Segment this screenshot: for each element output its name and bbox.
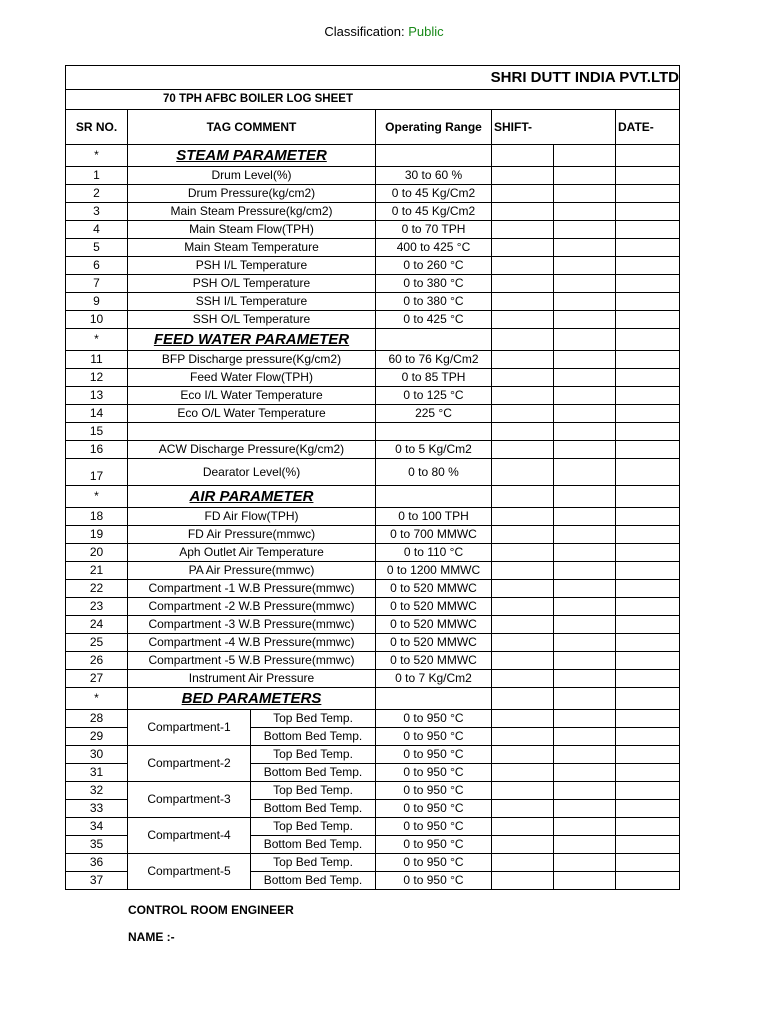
- range-cell: 0 to 1200 MMWC: [376, 562, 492, 580]
- entry-cell[interactable]: [616, 221, 680, 239]
- tag-cell: Instrument Air Pressure: [128, 670, 376, 688]
- entry-cell[interactable]: [492, 544, 554, 562]
- entry-cell[interactable]: [616, 203, 680, 221]
- range-cell: 0 to 85 TPH: [376, 369, 492, 387]
- entry-cell[interactable]: [492, 275, 554, 293]
- header-date: DATE-: [616, 110, 680, 145]
- range-cell: 0 to 950 °C: [376, 764, 492, 782]
- sr-cell: 10: [66, 311, 128, 329]
- entry-cell[interactable]: [492, 818, 554, 836]
- entry-cell[interactable]: [616, 652, 680, 670]
- entry-cell[interactable]: [554, 221, 616, 239]
- table-row: [66, 239, 680, 257]
- entry-cell[interactable]: [616, 459, 680, 486]
- entry-cell[interactable]: [492, 854, 554, 872]
- table-row: [66, 387, 680, 405]
- bed-tag-cell: Bottom Bed Temp.: [251, 764, 376, 782]
- tag-cell: Eco I/L Water Temperature: [128, 387, 376, 405]
- entry-cell[interactable]: [616, 423, 680, 441]
- range-cell: 0 to 950 °C: [376, 872, 492, 890]
- range-cell: 0 to 425 °C: [376, 311, 492, 329]
- range-cell: 0 to 380 °C: [376, 293, 492, 311]
- range-cell: 0 to 520 MMWC: [376, 598, 492, 616]
- entry-cell[interactable]: [554, 746, 616, 764]
- range-cell: 0 to 45 Kg/Cm2: [376, 185, 492, 203]
- table-row: [66, 508, 680, 526]
- entry-cell[interactable]: [616, 508, 680, 526]
- entry-cell[interactable]: [554, 800, 616, 818]
- sr-cell: 15: [66, 423, 128, 441]
- table-row: [66, 562, 680, 580]
- tag-cell: Drum Pressure(kg/cm2): [128, 185, 376, 203]
- entry-cell[interactable]: [554, 257, 616, 275]
- entry-cell[interactable]: [616, 257, 680, 275]
- table-row: [66, 854, 680, 872]
- section-row-air: [66, 486, 680, 508]
- table-row: [66, 598, 680, 616]
- entry-cell[interactable]: [616, 167, 680, 185]
- entry-cell[interactable]: [616, 239, 680, 257]
- range-cell: 60 to 76 Kg/Cm2: [376, 351, 492, 369]
- tag-cell: Main Steam Temperature: [128, 239, 376, 257]
- entry-cell[interactable]: [554, 872, 616, 890]
- entry-cell[interactable]: [554, 598, 616, 616]
- tag-cell: Compartment -3 W.B Pressure(mmwc): [128, 616, 376, 634]
- entry-cell[interactable]: [492, 526, 554, 544]
- entry-cell[interactable]: [616, 764, 680, 782]
- tag-cell: Compartment -5 W.B Pressure(mmwc): [128, 652, 376, 670]
- sheet-title: 70 TPH AFBC BOILER LOG SHEET: [66, 90, 680, 110]
- sr-cell: 28: [66, 710, 128, 728]
- table-row: [66, 257, 680, 275]
- entry-cell[interactable]: [492, 616, 554, 634]
- tag-cell: [128, 423, 376, 441]
- company-name: SHRI DUTT INDIA PVT.LTD: [66, 66, 680, 90]
- sr-cell: 1: [66, 167, 128, 185]
- bed-tag-cell: Bottom Bed Temp.: [251, 836, 376, 854]
- entry-cell[interactable]: [492, 728, 554, 746]
- entry-cell[interactable]: [554, 652, 616, 670]
- sr-cell: 36: [66, 854, 128, 872]
- entry-cell[interactable]: [554, 818, 616, 836]
- entry-cell[interactable]: [616, 369, 680, 387]
- table-row: [66, 544, 680, 562]
- entry-cell[interactable]: [492, 562, 554, 580]
- entry-cell[interactable]: [616, 818, 680, 836]
- sr-cell: 21: [66, 562, 128, 580]
- table-row: [66, 351, 680, 369]
- entry-cell[interactable]: [616, 275, 680, 293]
- table-row: [66, 275, 680, 293]
- entry-cell[interactable]: [492, 257, 554, 275]
- range-cell: 0 to 950 °C: [376, 782, 492, 800]
- entry-cell[interactable]: [492, 872, 554, 890]
- sr-cell: 20: [66, 544, 128, 562]
- sr-cell: 31: [66, 764, 128, 782]
- entry-cell[interactable]: [554, 634, 616, 652]
- tag-cell: FD Air Flow(TPH): [128, 508, 376, 526]
- range-cell: 0 to 520 MMWC: [376, 652, 492, 670]
- tag-cell: SSH O/L Temperature: [128, 311, 376, 329]
- range-cell: 0 to 7 Kg/Cm2: [376, 670, 492, 688]
- tag-cell: Main Steam Flow(TPH): [128, 221, 376, 239]
- table-row: [66, 818, 680, 836]
- header-range: Operating Range: [376, 110, 492, 145]
- bed-tag-cell: Bottom Bed Temp.: [251, 872, 376, 890]
- entry-cell[interactable]: [554, 526, 616, 544]
- bed-tag-cell: Top Bed Temp.: [251, 782, 376, 800]
- entry-cell[interactable]: [554, 782, 616, 800]
- tag-cell: PSH I/L Temperature: [128, 257, 376, 275]
- tag-cell: Eco O/L Water Temperature: [128, 405, 376, 423]
- entry-cell[interactable]: [554, 405, 616, 423]
- name-label: NAME :-: [128, 930, 175, 944]
- entry-cell[interactable]: [492, 423, 554, 441]
- sr-cell: 4: [66, 221, 128, 239]
- entry-cell[interactable]: [616, 526, 680, 544]
- entry-cell[interactable]: [554, 275, 616, 293]
- entry-cell[interactable]: [554, 764, 616, 782]
- entry-cell[interactable]: [492, 369, 554, 387]
- entry-cell[interactable]: [492, 441, 554, 459]
- tag-cell: PA Air Pressure(mmwc): [128, 562, 376, 580]
- classification-line: [0, 24, 768, 39]
- tag-cell: Dearator Level(%): [128, 459, 376, 486]
- tag-cell: FD Air Pressure(mmwc): [128, 526, 376, 544]
- bed-tag-cell: Top Bed Temp.: [251, 710, 376, 728]
- entry-cell[interactable]: [616, 836, 680, 854]
- tag-cell: Feed Water Flow(TPH): [128, 369, 376, 387]
- compartment-cell: Compartment-5: [128, 854, 251, 890]
- table-row: [66, 203, 680, 221]
- entry-cell[interactable]: [554, 710, 616, 728]
- header-tag: TAG COMMENT: [128, 110, 376, 145]
- range-cell: 225 °C: [376, 405, 492, 423]
- table-row: [66, 167, 680, 185]
- control-room-engineer-label: CONTROL ROOM ENGINEER: [128, 903, 294, 917]
- entry-cell[interactable]: [554, 351, 616, 369]
- entry-cell[interactable]: [492, 311, 554, 329]
- range-cell: 0 to 520 MMWC: [376, 634, 492, 652]
- tag-cell: Compartment -2 W.B Pressure(mmwc): [128, 598, 376, 616]
- table-row: [66, 526, 680, 544]
- sr-cell: 14: [66, 405, 128, 423]
- range-cell: 0 to 950 °C: [376, 818, 492, 836]
- section-title-air: AIR PARAMETER: [128, 486, 376, 508]
- entry-cell[interactable]: [616, 854, 680, 872]
- section-row-steam: [66, 145, 680, 167]
- table-row: [66, 746, 680, 764]
- entry-cell[interactable]: [554, 311, 616, 329]
- sr-cell: 33: [66, 800, 128, 818]
- sr-cell: 3: [66, 203, 128, 221]
- range-cell: 0 to 950 °C: [376, 836, 492, 854]
- log-sheet: [65, 65, 679, 890]
- bed-tag-cell: Bottom Bed Temp.: [251, 800, 376, 818]
- entry-cell[interactable]: [492, 782, 554, 800]
- range-cell: 0 to 950 °C: [376, 746, 492, 764]
- entry-cell[interactable]: [616, 598, 680, 616]
- sr-cell: 2: [66, 185, 128, 203]
- tag-cell: SSH I/L Temperature: [128, 293, 376, 311]
- sr-cell: 11: [66, 351, 128, 369]
- entry-cell[interactable]: [616, 782, 680, 800]
- range-cell: 0 to 700 MMWC: [376, 526, 492, 544]
- range-cell: 0 to 950 °C: [376, 728, 492, 746]
- entry-cell[interactable]: [492, 239, 554, 257]
- entry-cell[interactable]: [492, 405, 554, 423]
- entry-cell[interactable]: [616, 405, 680, 423]
- entry-cell[interactable]: [616, 387, 680, 405]
- entry-cell[interactable]: [554, 562, 616, 580]
- sr-cell: 30: [66, 746, 128, 764]
- section-marker: *: [66, 486, 128, 508]
- range-cell: 0 to 380 °C: [376, 275, 492, 293]
- entry-cell[interactable]: [492, 764, 554, 782]
- tag-cell: Compartment -1 W.B Pressure(mmwc): [128, 580, 376, 598]
- bed-tag-cell: Top Bed Temp.: [251, 746, 376, 764]
- sr-cell: 32: [66, 782, 128, 800]
- range-cell: [376, 423, 492, 441]
- classification-label: Classification:: [324, 24, 409, 39]
- sr-cell: 18: [66, 508, 128, 526]
- entry-cell[interactable]: [616, 351, 680, 369]
- sr-cell: 12: [66, 369, 128, 387]
- entry-cell[interactable]: [616, 562, 680, 580]
- bed-tag-cell: Top Bed Temp.: [251, 818, 376, 836]
- entry-cell[interactable]: [492, 634, 554, 652]
- sr-cell: 7: [66, 275, 128, 293]
- table-row: [66, 634, 680, 652]
- section-title-bed: BED PARAMETERS: [128, 688, 376, 710]
- entry-cell[interactable]: [554, 203, 616, 221]
- section-title-feed-water: FEED WATER PARAMETER: [128, 329, 376, 351]
- entry-cell[interactable]: [554, 239, 616, 257]
- entry-cell[interactable]: [492, 670, 554, 688]
- range-cell: 0 to 520 MMWC: [376, 616, 492, 634]
- entry-cell[interactable]: [492, 580, 554, 598]
- entry-cell[interactable]: [492, 221, 554, 239]
- entry-cell[interactable]: [554, 459, 616, 486]
- entry-cell[interactable]: [492, 652, 554, 670]
- section-marker: *: [66, 145, 128, 167]
- sr-cell: 27: [66, 670, 128, 688]
- compartment-cell: Compartment-4: [128, 818, 251, 854]
- compartment-cell: Compartment-1: [128, 710, 251, 746]
- table-row: [66, 652, 680, 670]
- tag-cell: ACW Discharge Pressure(Kg/cm2): [128, 441, 376, 459]
- table-row: [66, 580, 680, 598]
- sr-cell: 25: [66, 634, 128, 652]
- table-row: [66, 221, 680, 239]
- entry-cell[interactable]: [492, 167, 554, 185]
- table-row: [66, 423, 680, 441]
- sr-cell: 9: [66, 293, 128, 311]
- table-row: [66, 782, 680, 800]
- entry-cell[interactable]: [616, 580, 680, 598]
- entry-cell[interactable]: [554, 293, 616, 311]
- entry-cell[interactable]: [554, 854, 616, 872]
- tag-cell: Compartment -4 W.B Pressure(mmwc): [128, 634, 376, 652]
- sr-cell: 23: [66, 598, 128, 616]
- tag-cell: Drum Level(%): [128, 167, 376, 185]
- range-cell: 30 to 60 %: [376, 167, 492, 185]
- range-cell: 0 to 45 Kg/Cm2: [376, 203, 492, 221]
- sr-cell: 19: [66, 526, 128, 544]
- range-cell: 0 to 950 °C: [376, 710, 492, 728]
- entry-cell[interactable]: [616, 616, 680, 634]
- entry-cell[interactable]: [616, 544, 680, 562]
- entry-cell[interactable]: [554, 441, 616, 459]
- entry-cell[interactable]: [554, 167, 616, 185]
- section-row-feed-water: [66, 329, 680, 351]
- entry-cell[interactable]: [492, 836, 554, 854]
- entry-cell[interactable]: [616, 670, 680, 688]
- range-cell: 0 to 80 %: [376, 459, 492, 486]
- sr-cell: 13: [66, 387, 128, 405]
- sr-cell: 17: [66, 459, 128, 486]
- entry-cell[interactable]: [492, 351, 554, 369]
- entry-cell[interactable]: [554, 544, 616, 562]
- entry-cell[interactable]: [492, 387, 554, 405]
- entry-cell[interactable]: [554, 387, 616, 405]
- range-cell: 0 to 520 MMWC: [376, 580, 492, 598]
- table-row: [66, 441, 680, 459]
- sr-cell: 26: [66, 652, 128, 670]
- section-title-steam: STEAM PARAMETER: [128, 145, 376, 167]
- table-row: [66, 311, 680, 329]
- entry-cell[interactable]: [616, 441, 680, 459]
- range-cell: 400 to 425 °C: [376, 239, 492, 257]
- table-row: [66, 405, 680, 423]
- entry-cell[interactable]: [492, 598, 554, 616]
- sr-cell: 24: [66, 616, 128, 634]
- entry-cell[interactable]: [616, 800, 680, 818]
- table-row: [66, 710, 680, 728]
- sr-cell: 35: [66, 836, 128, 854]
- range-cell: 0 to 100 TPH: [376, 508, 492, 526]
- classification-value: Public: [408, 24, 444, 39]
- range-cell: 0 to 70 TPH: [376, 221, 492, 239]
- entry-cell[interactable]: [492, 459, 554, 486]
- range-cell: 0 to 950 °C: [376, 800, 492, 818]
- entry-cell[interactable]: [616, 872, 680, 890]
- entry-cell[interactable]: [616, 634, 680, 652]
- entry-cell[interactable]: [616, 293, 680, 311]
- entry-cell[interactable]: [492, 746, 554, 764]
- sr-cell: 16: [66, 441, 128, 459]
- entry-cell[interactable]: [554, 836, 616, 854]
- table-row: [66, 670, 680, 688]
- entry-cell[interactable]: [554, 616, 616, 634]
- header-shift: SHIFT-: [492, 110, 616, 145]
- table-row: [66, 369, 680, 387]
- table-row: [66, 459, 680, 486]
- range-cell: 0 to 950 °C: [376, 854, 492, 872]
- entry-cell[interactable]: [616, 746, 680, 764]
- tag-cell: Main Steam Pressure(kg/cm2): [128, 203, 376, 221]
- table-row: [66, 616, 680, 634]
- header-sr: SR NO.: [66, 110, 128, 145]
- entry-cell[interactable]: [492, 185, 554, 203]
- entry-cell[interactable]: [554, 670, 616, 688]
- sr-cell: 37: [66, 872, 128, 890]
- range-cell: 0 to 260 °C: [376, 257, 492, 275]
- entry-cell[interactable]: [554, 185, 616, 203]
- entry-cell[interactable]: [616, 728, 680, 746]
- log-table: [65, 65, 680, 890]
- entry-cell[interactable]: [554, 423, 616, 441]
- table-row: [66, 293, 680, 311]
- compartment-cell: Compartment-2: [128, 746, 251, 782]
- bed-tag-cell: Top Bed Temp.: [251, 854, 376, 872]
- entry-cell[interactable]: [492, 203, 554, 221]
- sr-cell: 22: [66, 580, 128, 598]
- range-cell: 0 to 5 Kg/Cm2: [376, 441, 492, 459]
- entry-cell[interactable]: [554, 369, 616, 387]
- bed-tag-cell: Bottom Bed Temp.: [251, 728, 376, 746]
- header-row: [66, 110, 680, 145]
- tag-cell: BFP Discharge pressure(Kg/cm2): [128, 351, 376, 369]
- tag-cell: Aph Outlet Air Temperature: [128, 544, 376, 562]
- entry-cell[interactable]: [554, 728, 616, 746]
- entry-cell[interactable]: [616, 311, 680, 329]
- entry-cell[interactable]: [616, 185, 680, 203]
- entry-cell[interactable]: [492, 293, 554, 311]
- range-cell: 0 to 110 °C: [376, 544, 492, 562]
- compartment-cell: Compartment-3: [128, 782, 251, 818]
- table-row: [66, 185, 680, 203]
- section-marker: *: [66, 688, 128, 710]
- sr-cell: 29: [66, 728, 128, 746]
- tag-cell: PSH O/L Temperature: [128, 275, 376, 293]
- section-row-bed: [66, 688, 680, 710]
- sr-cell: 34: [66, 818, 128, 836]
- entry-cell[interactable]: [492, 800, 554, 818]
- range-cell: 0 to 125 °C: [376, 387, 492, 405]
- sr-cell: 5: [66, 239, 128, 257]
- entry-cell[interactable]: [492, 508, 554, 526]
- entry-cell[interactable]: [492, 710, 554, 728]
- entry-cell[interactable]: [554, 580, 616, 598]
- section-marker: *: [66, 329, 128, 351]
- entry-cell[interactable]: [554, 508, 616, 526]
- sr-cell: 6: [66, 257, 128, 275]
- entry-cell[interactable]: [616, 710, 680, 728]
